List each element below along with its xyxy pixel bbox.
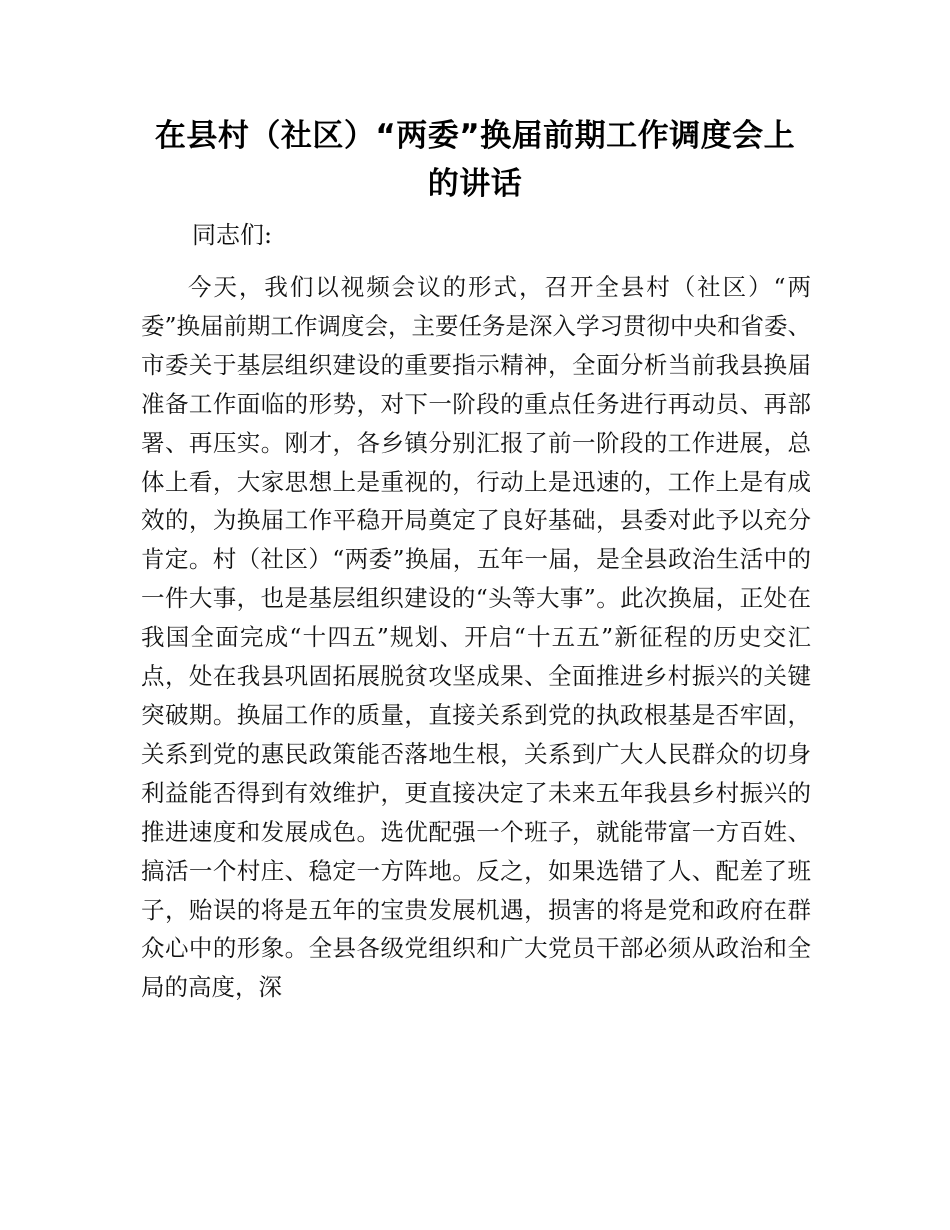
salutation: 同志们: [192, 221, 273, 249]
document-title: 在县村（社区）“两委”换届前期工作调度会上的讲话 [154, 118, 796, 202]
body-paragraph: 今天，我们以视频会议的形式，召开全县村（社区）“两委”换届前期工作调度会，主要任务是深入学习贯彻中央和省委、市委关于基层组织建设的重要指示精神，全面分析当前我县换届准备工作面临的形势，对下一阶段的重点任务进行再动员、再部署、再压实。刚才，各乡镇分别汇报了前一阶段的工作进展，总体上看，大家思想上是重视的，行动上是迅速的，工作上是有成效的，为换届工作平稳开局奠定了良好基础，县委对此予以充分肯定。村（社区）“两委”换届，五年一届，是全县政治生活中的一件大事，也是基层组织建设的“头等大事”。此次换届，正处在我国全面完成“十四五”规划、开启“十五五”新征程的历史交汇点，处在我县巩固拓展脱贫攻坚成果、全面推进乡村振兴的关键突破期。换届工作的质量，直接关系到党的执政根基是否牢固，关系到党的惠民政策能否落地生根，关系到广大人民群众的切身利益能否得到有效维护，更直接决定了未来五年我县乡村振兴的推进速度和发展成色。选优配强一个班子，就能带富一方百姓、搞活一个村庄、稳定一方阵地。反之，如果选错了人、配差了班子，贻误的将是五年的宝贵发展机遇，损害的将是党和政府在群众心中的形象。全县各级党组织和广大党员干部必须从政治和全局的高度，深 [141, 273, 812, 1002]
